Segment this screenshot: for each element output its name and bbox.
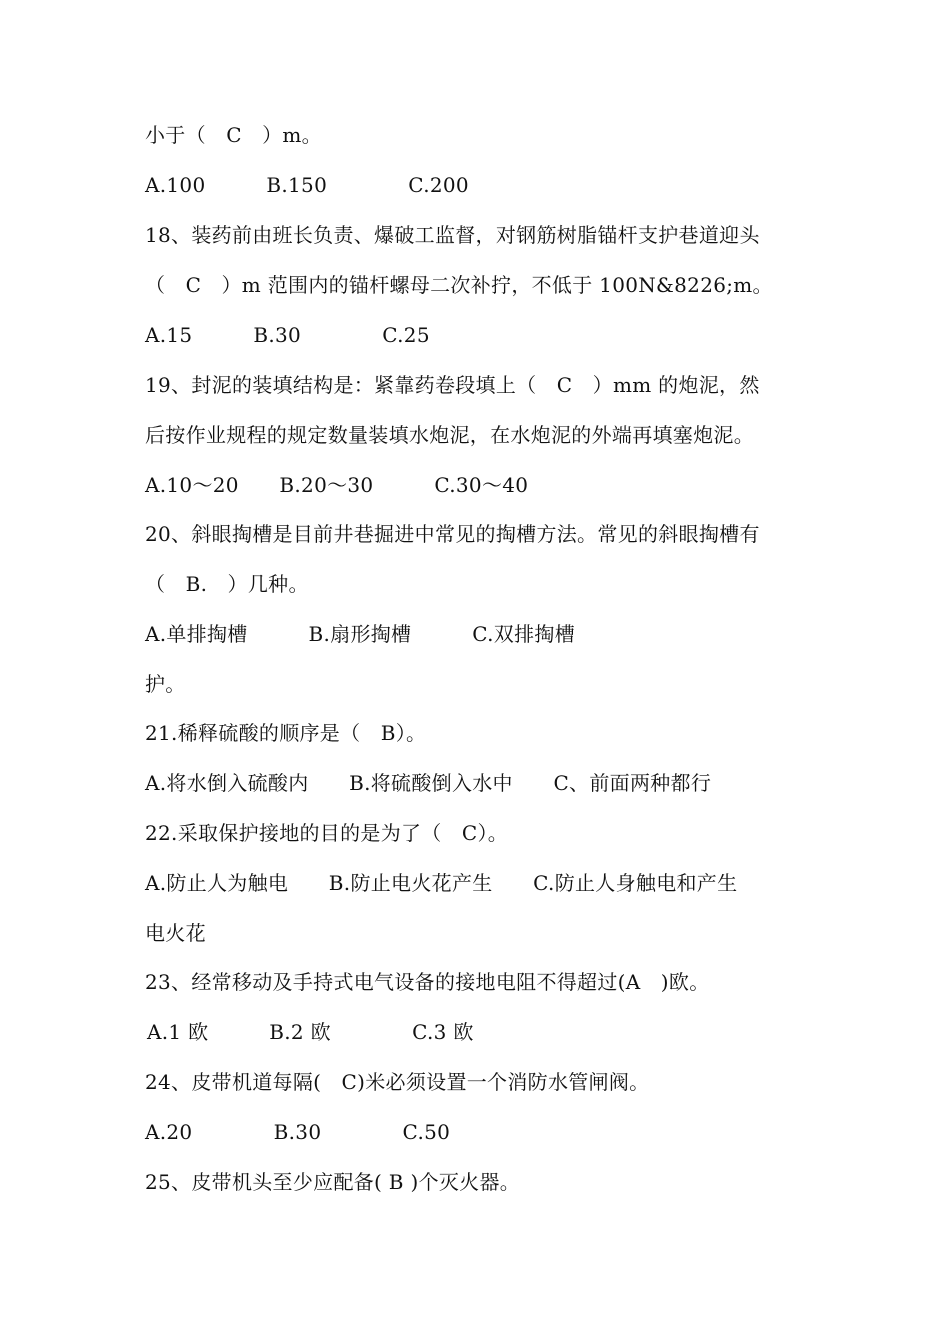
question-22: 22.采取保护接地的目的是为了（ C）。 — [145, 821, 509, 845]
text-line: 护。 — [145, 672, 186, 696]
answer-options: A.防止人为触电 B.防止电火花产生 C.防止人身触电和产生 — [145, 871, 738, 895]
answer-options: A.10～20 B.20～30 C.30～40 — [145, 473, 529, 497]
answer-options: A.20 B.30 C.50 — [145, 1120, 451, 1144]
question-19: 19、封泥的装填结构是：紧靠药卷段填上（ C ）mm 的炮泥，然 — [145, 373, 760, 397]
question-20: 20、斜眼掏槽是目前井巷掘进中常见的掏槽方法。常见的斜眼掏槽有 — [145, 522, 760, 546]
answer-options: A.单排掏槽 B.扇形掏槽 C.双排掏槽 — [145, 622, 576, 646]
question-23: 23、经常移动及手持式电气设备的接地电阻不得超过(A )欧。 — [145, 970, 710, 994]
text-line: （ B. ）几种。 — [145, 572, 309, 596]
text-line: 电火花 — [145, 921, 206, 945]
text-line: （ C ）m 范围内的锚杆螺母二次补拧，不低于 100N&8226;m。 — [145, 273, 773, 297]
answer-options: A.1 欧 B.2 欧 C.3 欧 — [147, 1020, 474, 1044]
question-21: 21.稀释硫酸的顺序是（ B）。 — [145, 721, 427, 745]
text-line: A.100 B.150 C.200 — [145, 173, 469, 197]
text-line: 小于（ C ）m。 — [145, 123, 322, 147]
question-24: 24、皮带机道每隔( C)米必须设置一个消防水管闸阀。 — [145, 1070, 650, 1094]
answer-options: A.15 B.30 C.25 — [145, 323, 430, 347]
question-18: 18、装药前由班长负责、爆破工监督，对钢筋树脂锚杆支护巷道迎头 — [145, 223, 760, 247]
text-line: 后按作业规程的规定数量装填水炮泥，在水炮泥的外端再填塞炮泥。 — [145, 423, 754, 447]
question-25: 25、皮带机头至少应配备( B )个灭火器。 — [145, 1170, 521, 1194]
answer-options: A.将水倒入硫酸内 B.将硫酸倒入水中 C、前面两种都行 — [145, 771, 712, 795]
